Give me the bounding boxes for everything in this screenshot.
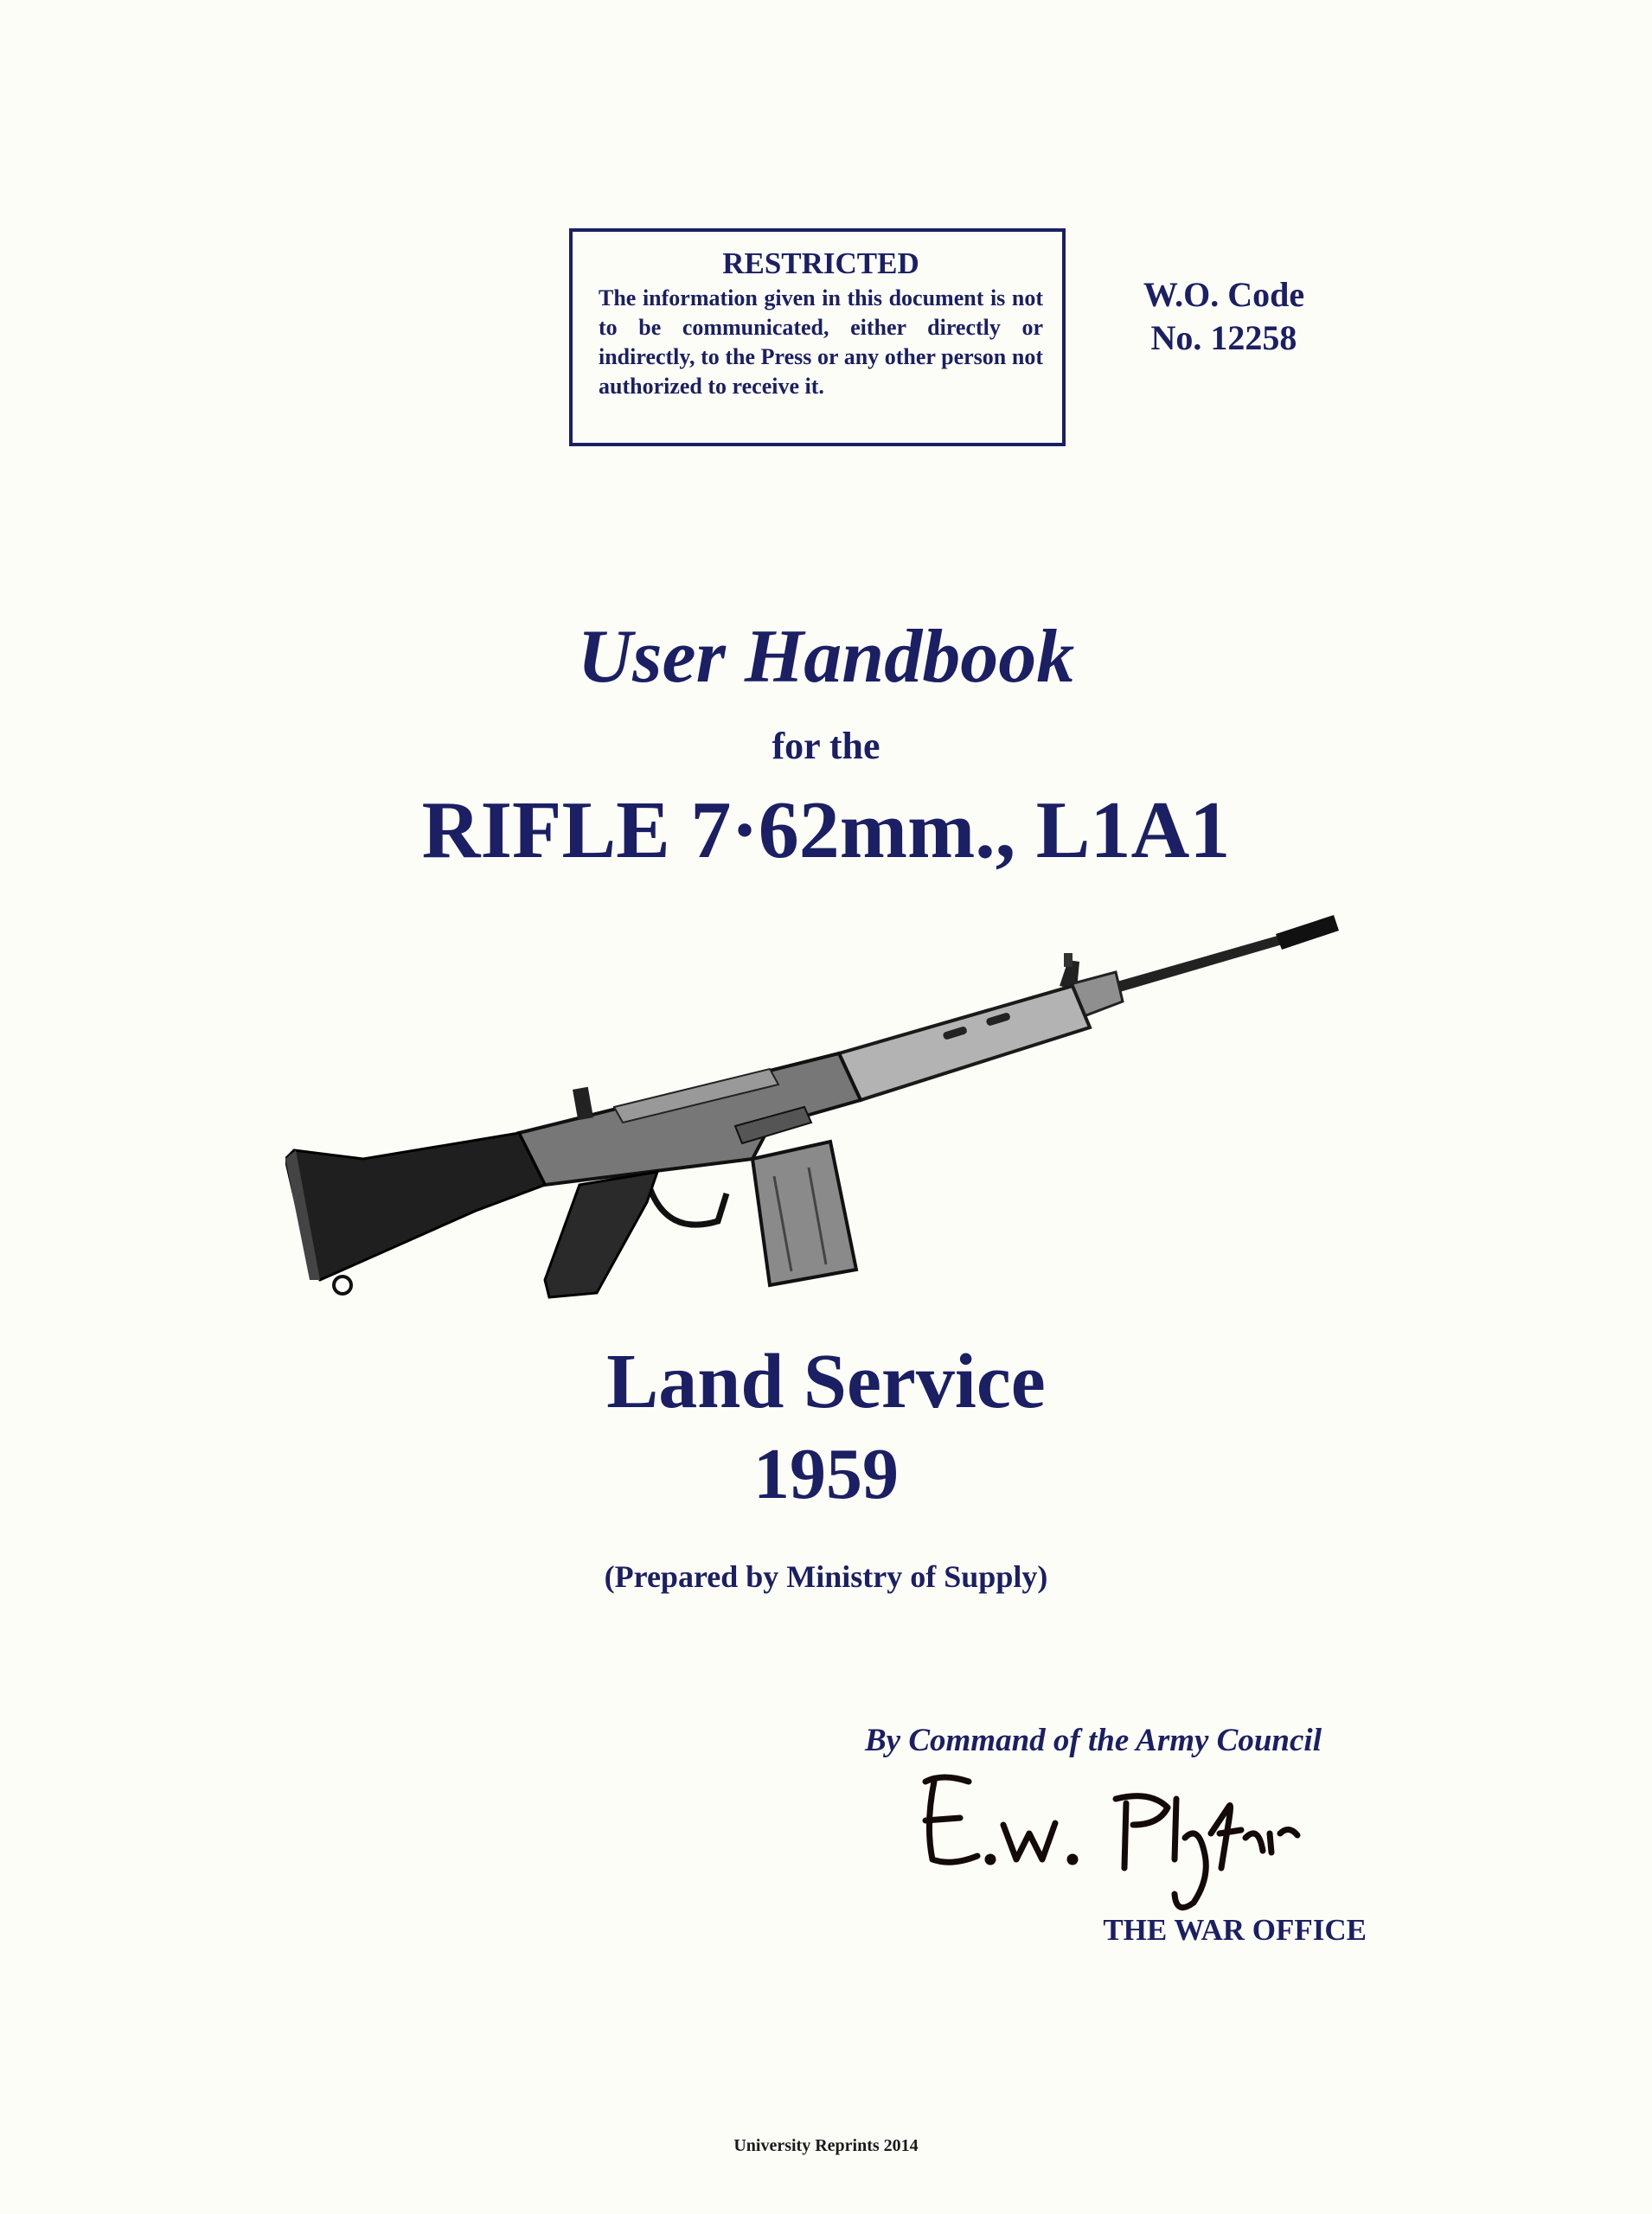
by-command-line: By Command of the Army Council [865,1723,1322,1758]
restricted-title: RESTRICTED [722,246,919,280]
rifle-icon [285,899,1358,1315]
signature [900,1773,1315,1920]
prepared-by: (Prepared by Ministry of Supply) [604,1559,1048,1594]
restricted-text: The information given in this document is not to be communicated, either directly or indirectly, to the Press or any other person not authorized to receive it. [599,285,1043,399]
rifle-title: RIFLE 7·62mm., L1A1 [421,785,1231,875]
war-office: THE WAR OFFICE [1103,1913,1367,1947]
wo-code-line1: W.O. Code [1143,275,1305,314]
wo-code-line2: No. 12258 [1150,318,1297,357]
signature-text: E. W. Playfair [900,1773,905,1774]
handbook-title: User Handbook [577,615,1075,699]
footer-reprint: University Reprints 2014 [733,2136,919,2155]
land-service-heading: Land Service [606,1339,1046,1424]
wo-code [1081,273,1367,360]
publication-year: 1959 [753,1434,899,1514]
handbook-subtitle: for the [772,725,880,767]
restricted-notice [569,228,1066,446]
